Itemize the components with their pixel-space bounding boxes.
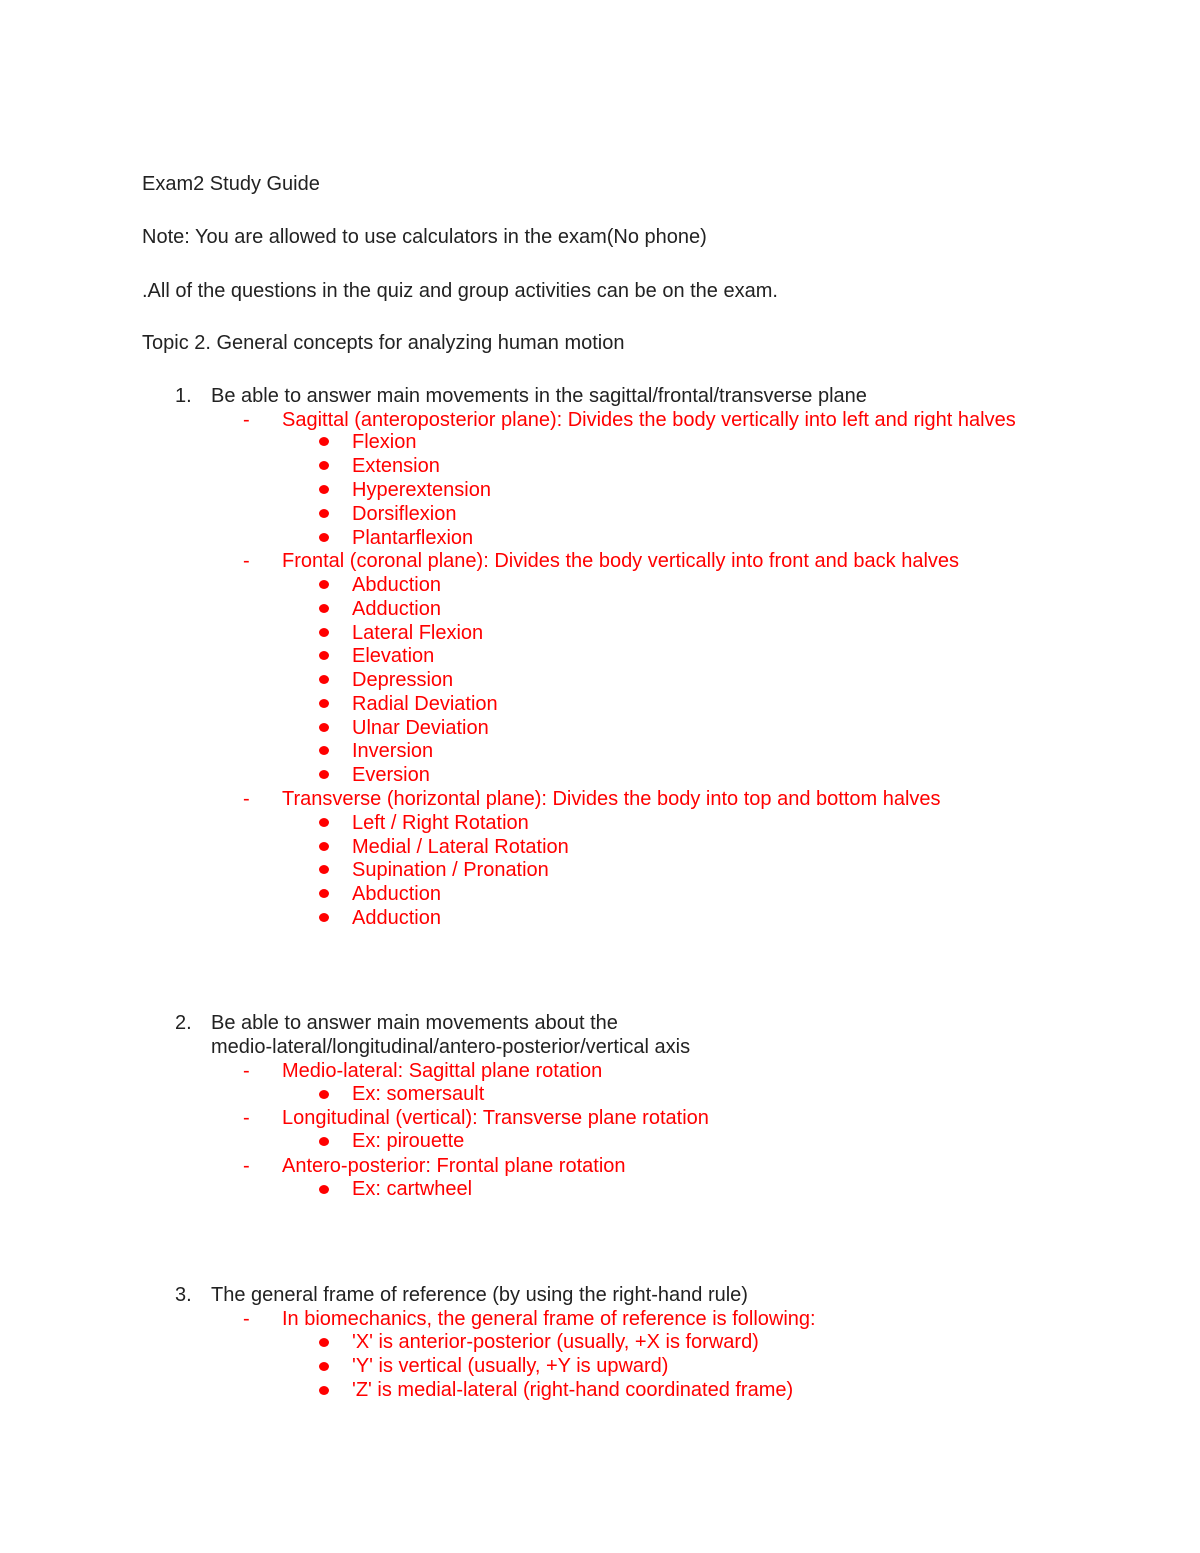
dash-marker: - xyxy=(243,1155,250,1177)
bullet-dot xyxy=(319,1338,329,1347)
list-item: Adduction xyxy=(352,598,441,620)
list-item: Ulnar Deviation xyxy=(352,717,489,739)
list-item: Abduction xyxy=(352,883,441,905)
list-item: Left / Right Rotation xyxy=(352,812,529,834)
bullet-dot xyxy=(319,1185,329,1194)
document-title: Exam2 Study Guide xyxy=(142,173,320,195)
list-item: Hyperextension xyxy=(352,479,491,501)
list-item: Extension xyxy=(352,455,440,477)
bullet-dot xyxy=(319,818,329,827)
bullet-dot xyxy=(319,675,329,684)
section-1-number: 1. xyxy=(175,385,192,407)
bullet-dot xyxy=(319,842,329,851)
calculator-note: Note: You are allowed to use calculators in the exam(No phone) xyxy=(142,226,707,248)
list-item: Plantarflexion xyxy=(352,527,474,549)
bullet-dot xyxy=(319,913,329,922)
antero-posterior-axis-description: Antero-posterior: Frontal plane rotation xyxy=(282,1155,626,1177)
list-item: Abduction xyxy=(352,574,441,596)
list-item: Dorsiflexion xyxy=(352,503,457,525)
list-item: 'X' is anterior-posterior (usually, +X is forward) xyxy=(352,1331,759,1353)
dash-marker: - xyxy=(243,788,250,810)
section-3-heading: The general frame of reference (by using the right-hand rule) xyxy=(211,1284,748,1306)
frontal-plane-description: Frontal (coronal plane): Divides the body vertically into front and back halves xyxy=(282,550,960,572)
bullet-dot xyxy=(319,1386,329,1395)
list-item: Flexion xyxy=(352,431,417,453)
list-item: Lateral Flexion xyxy=(352,622,484,644)
list-item: 'Z' is medial-lateral (right-hand coordinated frame) xyxy=(352,1379,794,1401)
dash-marker: - xyxy=(243,550,250,572)
transverse-plane-description: Transverse (horizontal plane): Divides the body into top and bottom halves xyxy=(282,788,941,810)
list-item: Elevation xyxy=(352,645,435,667)
list-item: Radial Deviation xyxy=(352,693,498,715)
dash-marker: - xyxy=(243,409,250,431)
list-item: Ex: pirouette xyxy=(352,1130,465,1152)
bullet-dot xyxy=(319,1137,329,1146)
bullet-dot xyxy=(319,699,329,708)
dash-marker: - xyxy=(243,1107,250,1129)
bullet-dot xyxy=(319,651,329,660)
bullet-dot xyxy=(319,485,329,494)
bullet-dot xyxy=(319,461,329,470)
bullet-dot xyxy=(319,533,329,542)
section-2-number: 2. xyxy=(175,1012,192,1034)
sagittal-plane-description: Sagittal (anteroposterior plane): Divides the body vertically into left and right halves xyxy=(282,409,1016,431)
section-2-heading-line-1: Be able to answer main movements about the xyxy=(211,1012,618,1034)
dash-marker: - xyxy=(243,1060,250,1082)
medio-lateral-axis-description: Medio-lateral: Sagittal plane rotation xyxy=(282,1060,603,1082)
longitudinal-axis-description: Longitudinal (vertical): Transverse plane rotation xyxy=(282,1107,709,1129)
list-item: Inversion xyxy=(352,740,434,762)
list-item: Eversion xyxy=(352,764,430,786)
bullet-dot xyxy=(319,1090,329,1099)
dash-marker: - xyxy=(243,1308,250,1330)
list-item: Depression xyxy=(352,669,454,691)
topic-heading: Topic 2. General concepts for analyzing human motion xyxy=(142,332,625,354)
reference-frame-description: In biomechanics, the general frame of reference is following: xyxy=(282,1308,816,1330)
bullet-dot xyxy=(319,437,329,446)
bullet-dot xyxy=(319,865,329,874)
section-3-number: 3. xyxy=(175,1284,192,1306)
list-item: 'Y' is vertical (usually, +Y is upward) xyxy=(352,1355,669,1377)
bullet-dot xyxy=(319,746,329,755)
list-item: Medial / Lateral Rotation xyxy=(352,836,569,858)
quiz-note: .All of the questions in the quiz and group activities can be on the exam. xyxy=(142,280,778,302)
section-2-heading-line-2: medio-lateral/longitudinal/antero-posterior/vertical axis xyxy=(211,1036,691,1058)
bullet-dot xyxy=(319,604,329,613)
bullet-dot xyxy=(319,580,329,589)
bullet-dot xyxy=(319,628,329,637)
bullet-dot xyxy=(319,723,329,732)
list-item: Adduction xyxy=(352,907,441,929)
list-item: Ex: cartwheel xyxy=(352,1178,473,1200)
bullet-dot xyxy=(319,509,329,518)
bullet-dot xyxy=(319,1362,329,1371)
section-1-heading: Be able to answer main movements in the sagittal/frontal/transverse plane xyxy=(211,385,867,407)
bullet-dot xyxy=(319,889,329,898)
bullet-dot xyxy=(319,770,329,779)
list-item: Supination / Pronation xyxy=(352,859,549,881)
list-item: Ex: somersault xyxy=(352,1083,485,1105)
